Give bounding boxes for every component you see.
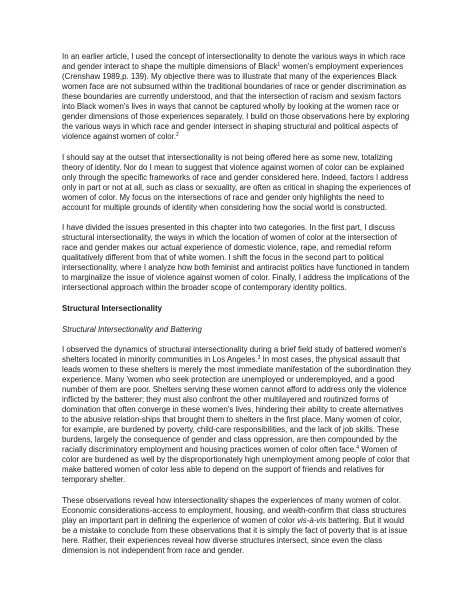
- subsection-heading: Structural Intersectionality and Battering: [62, 324, 202, 334]
- paragraph-field-study: [62, 345, 412, 485]
- footnote-marker-4[interactable]: 4: [356, 445, 360, 451]
- footnote-marker-2[interactable]: 2: [176, 132, 179, 138]
- footnote-marker-1[interactable]: 1: [277, 62, 281, 68]
- paragraph-intro-text-a: In an earlier article, I used the concept of intersectionality to denote the various ways in which race and gender interact to shape the multiple dimensions of Black: [62, 52, 406, 71]
- paragraph-observations: [62, 496, 412, 556]
- paragraph-observations-text-a: These observations reveal how intersectionality shapes the experiences of many women of color. Economic considerations-access to employment, housing, and wealth-confirm that class structures play an important part in defining the experience of women of color: [62, 495, 407, 525]
- section-heading: Structural Intersectionality: [62, 303, 162, 313]
- paragraph-field-study-text-b: In most cases, the physical assault that leads women to these shelters is merely the most immediate manifestation of the subordination they experience. Many 'women who seek protection are unemployed or underemployed, and a good number of them are poor. Shelters serving these women cannot afford to address only the violence inflicted by the batterer; they must also confront the other multilayered and routinized forms of domination that often converge in these women's lives, hindering their ability to create alternatives to the abusive relation-ships that brought them to shelters in the first place. Many women of color, for example, are burdened by poverty, child-care responsibilities, and the lack of job skills. These burdens, largely the consequence of gender and class oppression, are then compounded by the racially discriminatory employment and housing practices women of color often face.: [62, 355, 412, 454]
- paragraph-observations-text-b: battering. But it would be a mistake to conclude from these observations that it is simply the fact of poverty that is at issue here. Rather, their experiences reveal how diverse structures intersect, since even the class dimension is not independent from race and gender.: [62, 515, 408, 555]
- paragraph-outset: I should say at the outset that intersectionality is not being offered here as some new, totalizing theory of identity. Nor do I mean to suggest that violence against women of color can be explained only through the specific frameworks of race and gender considered here. Indeed, factors I address only in part or not at all, such as class or sexuality, are often as critical in shaping the experiences of women of color. My focus on the intersections of race and gender only highlights the need to account for multiple grounds of identity when considering how the social world is constructed.: [62, 152, 411, 212]
- paragraph-field-study-text-a: I observed the dynamics of structural intersectionality during a brief field study of battered women's shelters located in minority communities in Los Angeles.: [62, 345, 407, 364]
- italic-phrase: vis-à-vis: [297, 515, 327, 525]
- footnote-marker-3[interactable]: 3: [257, 355, 261, 361]
- document-page: [62, 52, 412, 566]
- paragraph-field-study-text-c: Women of color are burdened as well by the disproportionately high unemployment among people of color that make battered women of color less able to depend on the support of friends and relatives for temporary shelter.: [62, 445, 410, 484]
- paragraph-intro: [62, 52, 412, 142]
- paragraph-intro-text-b: women's employment experiences (Crenshaw 1989,p. 139). My objective there was to illustrate that many of the experiences Black women face are not subsumed within the traditional boundaries of race or gender discrimination as these boundaries are currently understood, and that the intersection of racism and sexism factors into Black women's lives in ways that cannot be captured wholly by looking at the women race or gender dimensions of those experiences separately. I build on those observations here by exploring the various ways in which race and gender intersect in shaping structural and political aspects of violence against women of color.: [62, 62, 410, 141]
- paragraph-chapter-outline: I have divided the issues presented in this chapter into two categories. In the first part, I discuss structural intersectionality, the ways in which the location of women of color at the intersection of race and gender makes our actual experience of domestic violence, rape, and remedial reform qualitatively different from that of white women. I shift the focus in the second part to political intersectionality, where I analyze how both feminist and antiracist politics have functioned in tandem to marginalize the issue of violence against women of color. Finally, I address the implications of the intersectional approach within the broader scope of contemporary identity politics.: [62, 223, 410, 292]
